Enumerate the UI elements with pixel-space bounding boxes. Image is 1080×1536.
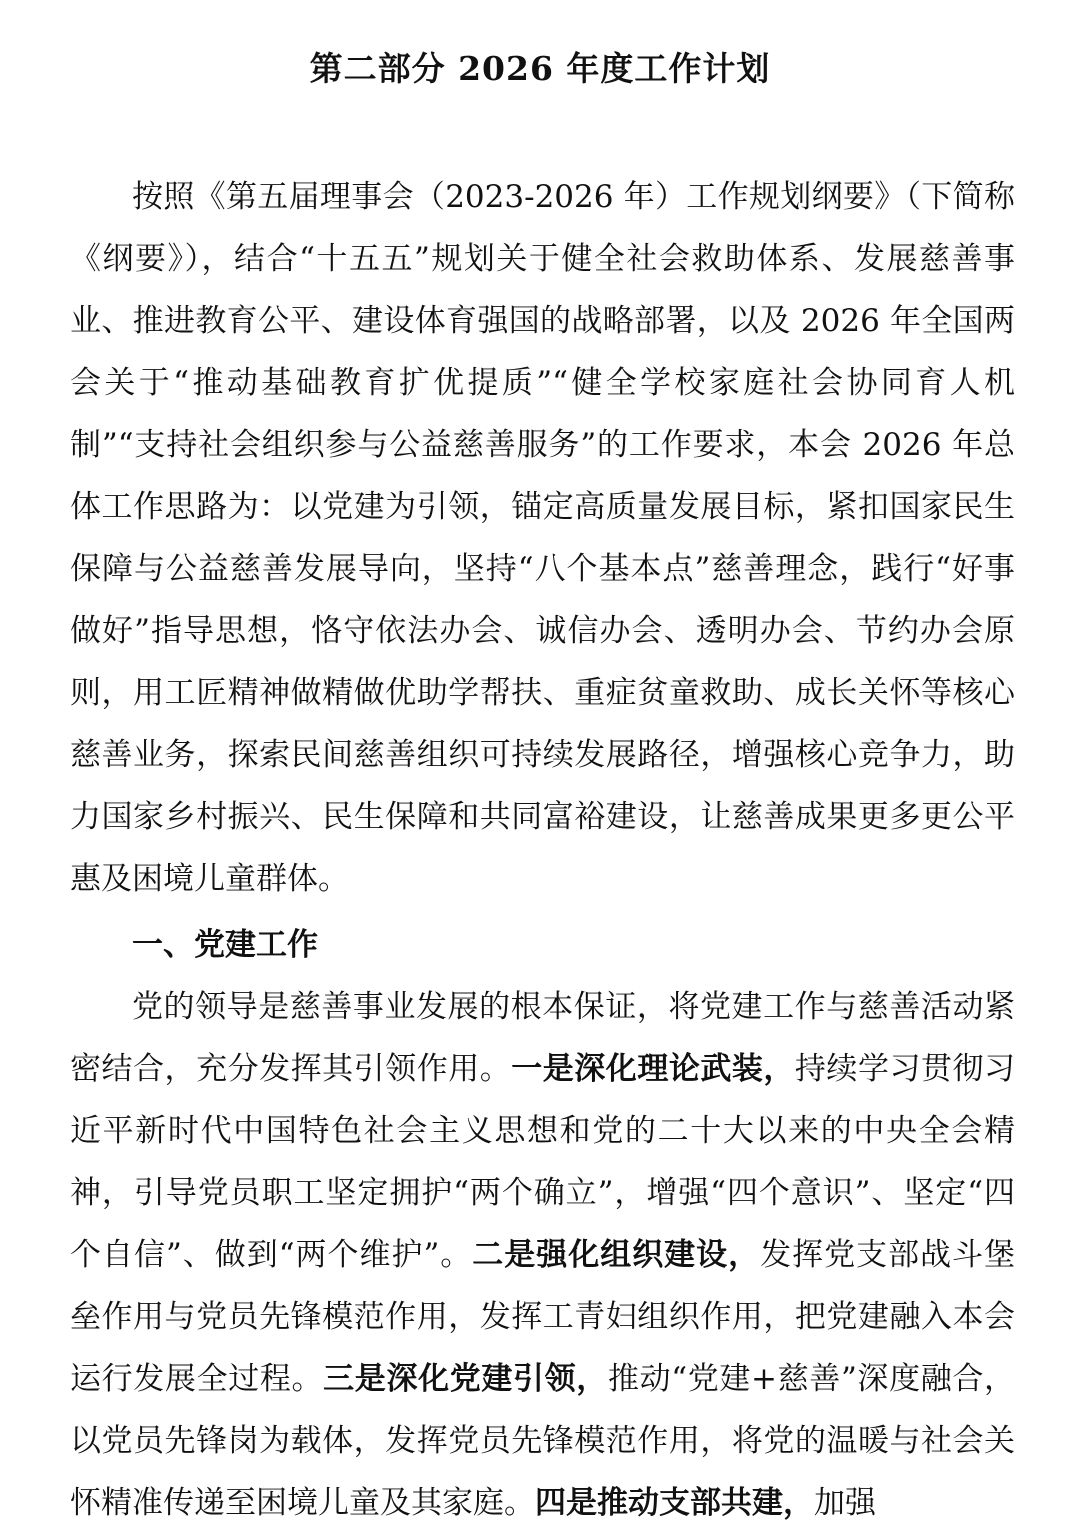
- section-heading: 一、党建工作: [132, 927, 318, 963]
- intro-section: [70, 166, 1015, 910]
- point-4-title: 四是推动支部共建，: [535, 1485, 814, 1521]
- intro-paragraph: 按照《第五届理事会（2023-2026 年）工作规划纲要》（下简称《纲要》），结合“十五五”规划关于健全社会救助体系、发展慈善事业、推进教育公平、建设体育强国的战略部署，以及 2026 年全国两会关于“推动基础教育扩优提质”“健全学校家庭社会协同育人机制”“支持社会组织参与公益慈善服务”的工作要求，本会 2026 年总体工作思路为：以党建为引领，锚定高质量发展目标，紧扣国家民生保障与公益慈善发展导向，坚持“八个基本点”慈善理念，践行“好事做好”指导思想，恪守依法办会、诚信办会、透明办会、节约办会原则，用工匠精神做精做优助学帮扶、重症贫童救助、成长关怀等核心慈善业务，探索民间慈善组织可持续发展路径，增强核心竞争力，助力国家乡村振兴、民生保障和共同富裕建设，让慈善成果更多更公平惠及困境儿童群体。: [70, 179, 1015, 897]
- page-title: 第二部分 2026 年度工作计划: [309, 49, 771, 88]
- point-3-title: 三是深化党建引领，: [323, 1361, 608, 1397]
- point-2-text: 发挥党支部战斗堡垒作用与党员先锋模范作用，发挥工青妇组织作用，把党建融入本会运行发展全过程。: [70, 1237, 1016, 1397]
- point-2-title: 二是强化组织建设，: [472, 1237, 761, 1273]
- point-3-text: 推动“党建+慈善”深度融合，以党员先锋岗为载体，发挥党员先锋模范作用，将党的温暖与社会关怀精准传递至困境儿童及其家庭。: [70, 1361, 1016, 1521]
- section-body: [70, 976, 1015, 1534]
- section-lead: 党的领导是慈善事业发展的根本保证，将党建工作与慈善活动紧密结合，充分发挥其引领作用。: [70, 989, 1015, 1087]
- point-1-text: 持续学习贯彻习近平新时代中国特色社会主义思想和党的二十大以来的中央全会精神，引导党员职工坚定拥护“两个确立”，增强“四个意识”、坚定“四个自信”、做到“两个维护”。: [70, 1051, 1016, 1273]
- point-4-text: 加强: [814, 1485, 876, 1521]
- section-paragraph: [70, 976, 1015, 1534]
- point-1-title: 一是深化理论武装，: [511, 1051, 795, 1087]
